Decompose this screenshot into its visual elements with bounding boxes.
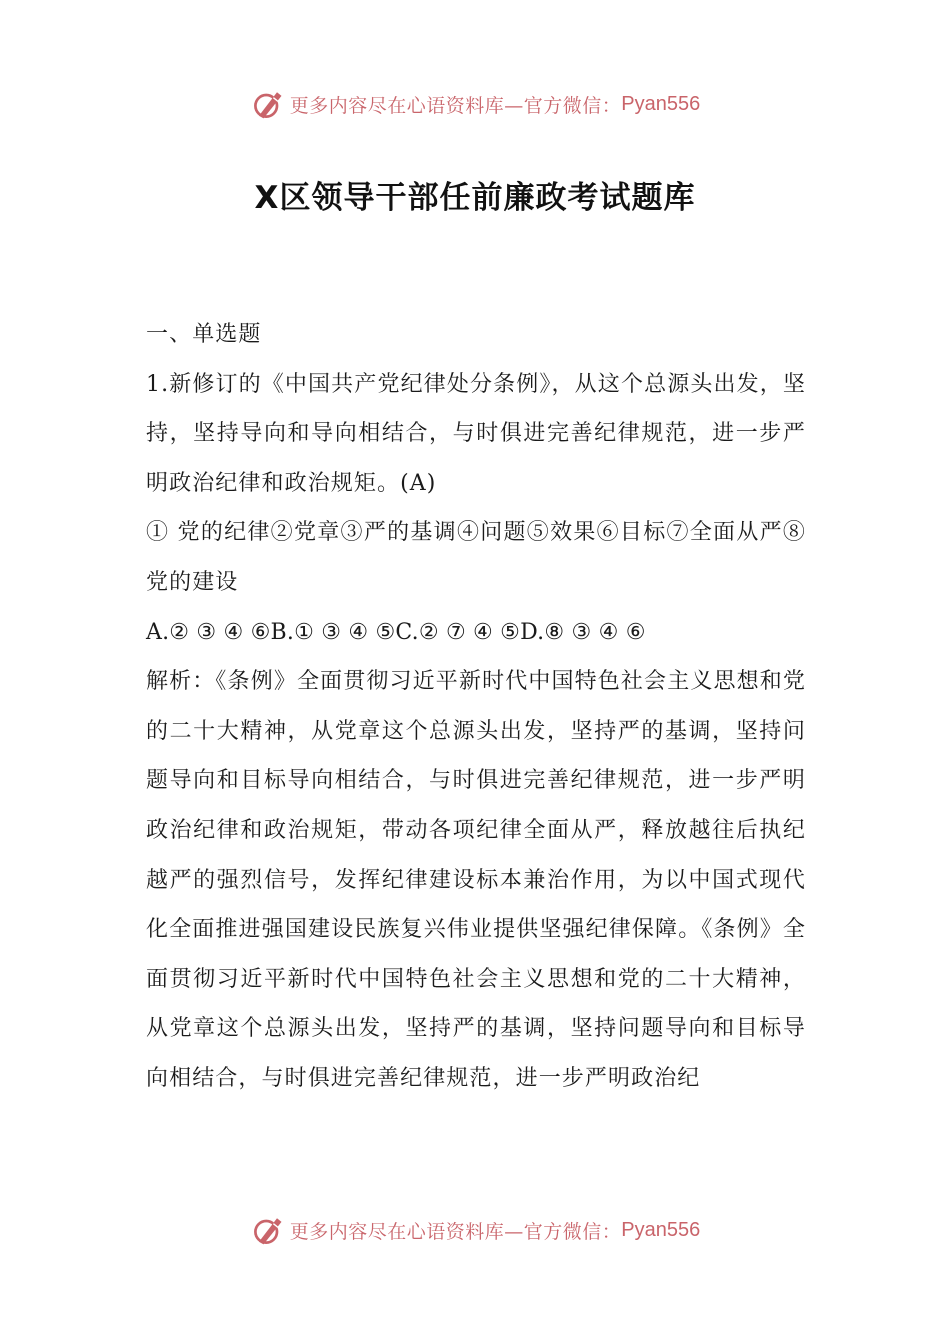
document-title: X区领导干部任前廉政考试题库 [254,180,696,216]
footer-banner [0,1210,950,1250]
question-items: ① 党的纪律②党章③严的基调④问题⑤效果⑥目标⑦全面从严⑧党的建设 [146,520,806,595]
document-body [146,310,806,1104]
header-banner [0,84,950,124]
banner-text: 更多内容尽在心语资料库—官方微信： [289,1220,622,1243]
question-stem: 1.新修订的《中国共产党纪律处分条例》，从这个总源头出发，坚持，坚持导向和导向相结合，与时俱进完善纪律规范，进一步严明政治纪律和政治规矩。(A) [146,371,806,496]
banner-text: 更多内容尽在心语资料库—官方微信： [289,94,622,117]
banner-wechat-id: Pyan556 [621,1218,701,1241]
pen-logo-icon [250,86,286,122]
question-analysis: 解析：《条例》全面贯彻习近平新时代中国特色社会主义思想和党的二十大精神，从党章这个总源头出发，坚持严的基调，坚持问题导向和目标导向相结合，与时俱进完善纪律规范，进一步严明政治纪律和政治规矩，带动各项纪律全面从严，释放越往后执纪越严的强烈信号，发挥纪律建设标本兼治作用，为以中国式现代化全面推进强国建设民族复兴伟业提供坚强纪律保障。《条例》全面贯彻习近平新时代中国特色社会主义思想和党的二十大精神，从党章这个总源头出发，坚持严的基调，坚持问题导向和目标导向相结合，与时俱进完善纪律规范，进一步严明政治纪 [146,669,806,1091]
question-options: A.② ③ ④ ⑥B.① ③ ④ ⑤C.② ⑦ ④ ⑤D.⑧ ③ ④ ⑥ [146,619,646,645]
section-heading: 一、单选题 [146,322,262,347]
banner-wechat-id: Pyan556 [621,92,701,115]
pen-logo-icon [250,1212,286,1248]
